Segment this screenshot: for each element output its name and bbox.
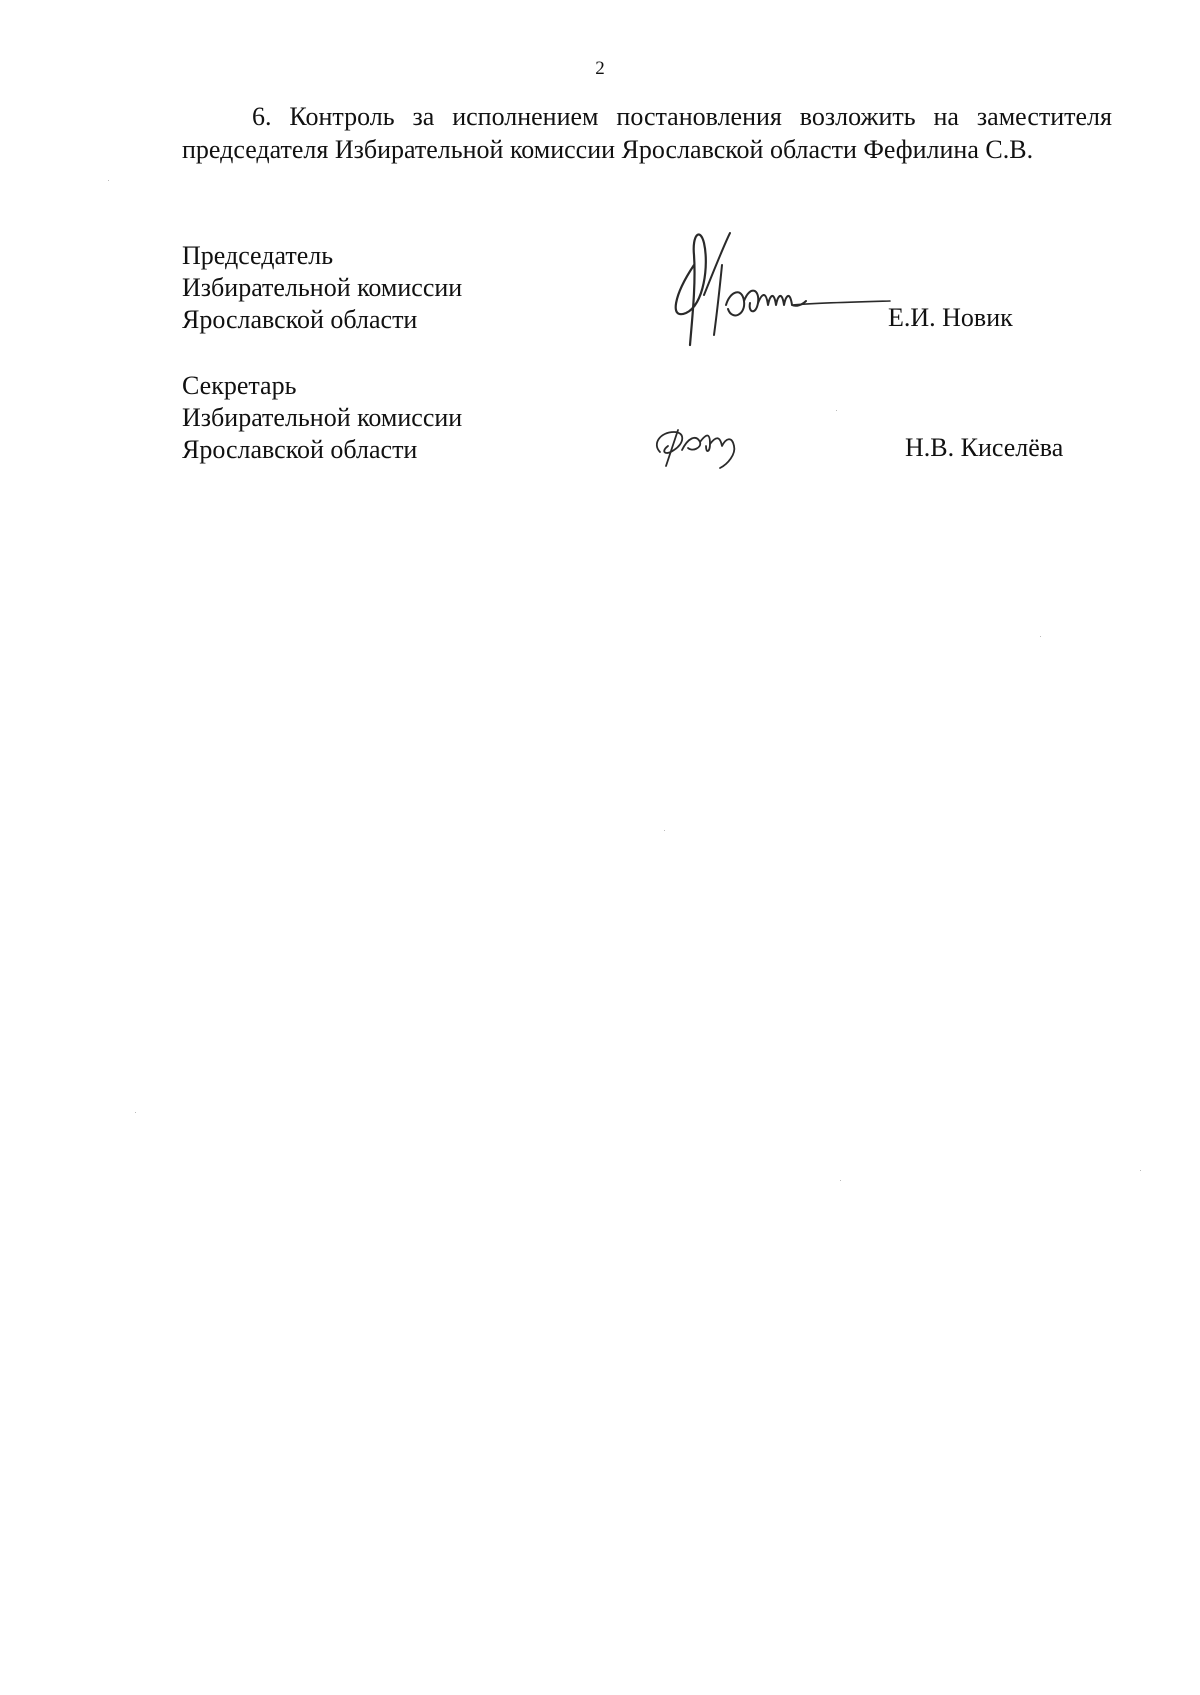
secretary-signature bbox=[648, 422, 758, 472]
chairman-title-line: Ярославской области bbox=[182, 305, 418, 334]
scan-speck bbox=[664, 830, 665, 831]
scan-speck bbox=[108, 180, 109, 181]
secretary-title-line: Секретарь bbox=[182, 371, 297, 400]
scan-speck bbox=[1040, 636, 1041, 637]
chairman-title-line: Председатель bbox=[182, 241, 334, 270]
secretary-name: Н.В. Киселёва bbox=[905, 433, 1064, 462]
chairman-name: Е.И. Новик bbox=[888, 303, 1013, 332]
page-number: 2 bbox=[595, 58, 605, 79]
chairman-title-block bbox=[182, 240, 462, 336]
scan-speck bbox=[840, 1180, 841, 1181]
scan-speck bbox=[1140, 1170, 1141, 1171]
secretary-title-block bbox=[182, 370, 462, 466]
scan-speck bbox=[836, 410, 837, 411]
secretary-title-line: Ярославской области bbox=[182, 435, 418, 464]
paragraph-control: 6. Контроль за исполнением постановления возложить на заместителя председателя Избирательной комиссии Ярославской области Фефилина С.В. bbox=[182, 102, 1112, 164]
scan-speck bbox=[135, 1112, 136, 1113]
chairman-signature bbox=[664, 225, 894, 355]
secretary-title-line: Избирательной комиссии bbox=[182, 403, 463, 432]
chairman-title-line: Избирательной комиссии bbox=[182, 273, 463, 302]
